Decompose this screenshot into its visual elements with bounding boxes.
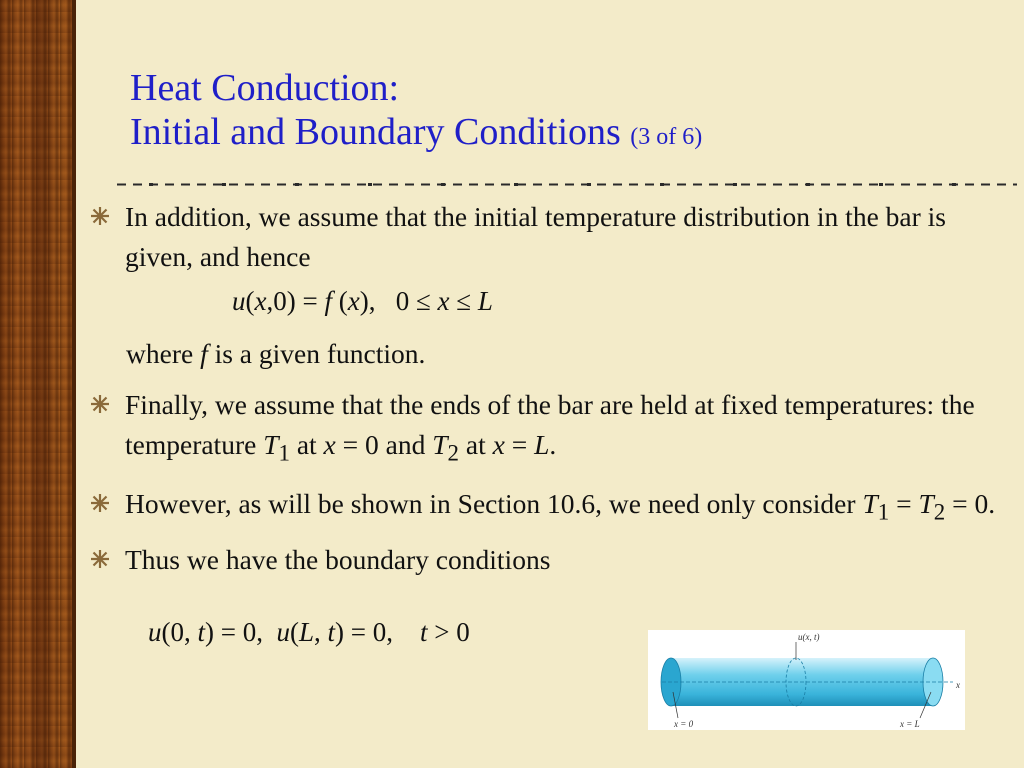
eq-text: (	[289, 617, 299, 647]
label-x-0: x = 0	[674, 719, 694, 729]
var-T: T	[862, 487, 878, 519]
bullet-list	[90, 197, 1010, 277]
eq-text: ≤	[449, 286, 478, 316]
subscript: 1	[278, 440, 290, 466]
eq-text: ,	[314, 617, 328, 647]
eq-var-L: L	[298, 617, 315, 647]
initial-condition-equation: u(x,0) = f (x), 0 ≤ x ≤ L	[232, 286, 493, 316]
star-bullet-icon	[90, 394, 110, 414]
where-text	[126, 338, 425, 370]
var-T: T	[918, 487, 934, 519]
bullet-text: .	[549, 429, 557, 460]
eq-text: ) = 0,	[205, 617, 263, 647]
title-counter: (3 of 6)	[630, 124, 703, 150]
where-var: f	[200, 338, 208, 369]
bullet-text: In addition, we assume that the initial temperature distribution in the bar is given, and hence	[125, 201, 946, 272]
bullet-item	[90, 484, 1010, 533]
eq-fn-u: u	[276, 617, 290, 647]
eq-fn-u: u	[232, 286, 246, 316]
eq-fn-f: f	[324, 286, 332, 316]
var-L: L	[534, 429, 550, 460]
where-post: is a given function.	[207, 338, 426, 369]
star-bullet-icon	[90, 493, 110, 513]
star-bullet-icon	[90, 549, 110, 569]
bullet-text: However, as will be shown in Section 10.6, we need only consider	[125, 487, 863, 519]
var-x: x	[323, 429, 336, 460]
title-divider	[117, 183, 1017, 186]
star-bullet-icon	[90, 206, 110, 226]
eq-var-L: L	[477, 286, 493, 316]
label-u-x-t: u(x, t)	[798, 632, 820, 642]
eq-text: (0,	[161, 617, 198, 647]
heated-bar-figure	[648, 630, 965, 730]
eq-text: > 0	[427, 617, 470, 647]
bullet-text: = 0.	[945, 487, 996, 519]
eq-var-t: t	[420, 617, 428, 647]
bullet-item	[90, 540, 1010, 580]
eq-text: ,0)	[266, 286, 296, 316]
where-pre: where	[126, 338, 201, 369]
var-T: T	[432, 429, 448, 460]
subscript: 1	[877, 499, 890, 524]
slide-title	[130, 66, 702, 159]
label-x-L: x = L	[900, 719, 920, 729]
eq-var-t: t	[327, 617, 336, 647]
eq-var-x: x	[347, 286, 360, 316]
bullet-text: at	[458, 429, 493, 460]
subscript: 2	[933, 499, 946, 524]
eq-var-x: x	[254, 286, 267, 316]
subscript: 2	[447, 440, 459, 466]
bullet-text: =	[504, 429, 535, 460]
bullet-text: =	[889, 487, 919, 519]
eq-text: =	[295, 286, 325, 316]
axis-label-x: x	[956, 680, 960, 690]
boundary-condition-equation	[148, 617, 470, 648]
bullet-list-2	[90, 385, 1010, 580]
var-T: T	[263, 429, 279, 460]
wood-border	[0, 0, 76, 768]
eq-var-t: t	[197, 617, 206, 647]
eq-text: ) = 0,	[335, 617, 393, 647]
title-line-2: Initial and Boundary Conditions	[130, 111, 621, 153]
eq-var-x: x	[437, 286, 450, 316]
eq-text: ),	[359, 286, 376, 316]
bullet-text: = 0 and	[335, 429, 433, 460]
eq-text: 0 ≤	[395, 286, 438, 316]
bullet-text: at	[289, 429, 324, 460]
bullet-item	[90, 385, 1010, 474]
bullet-text: Thus we have the boundary conditions	[125, 544, 551, 575]
eq-fn-u: u	[148, 617, 162, 647]
bullet-item	[90, 197, 1010, 277]
bullet-text: Finally, we assume that the ends of the bar are held at fixed temperatures: the temperature	[125, 389, 975, 460]
title-line-1: Heat Conduction:	[130, 67, 400, 109]
var-x: x	[492, 429, 505, 460]
